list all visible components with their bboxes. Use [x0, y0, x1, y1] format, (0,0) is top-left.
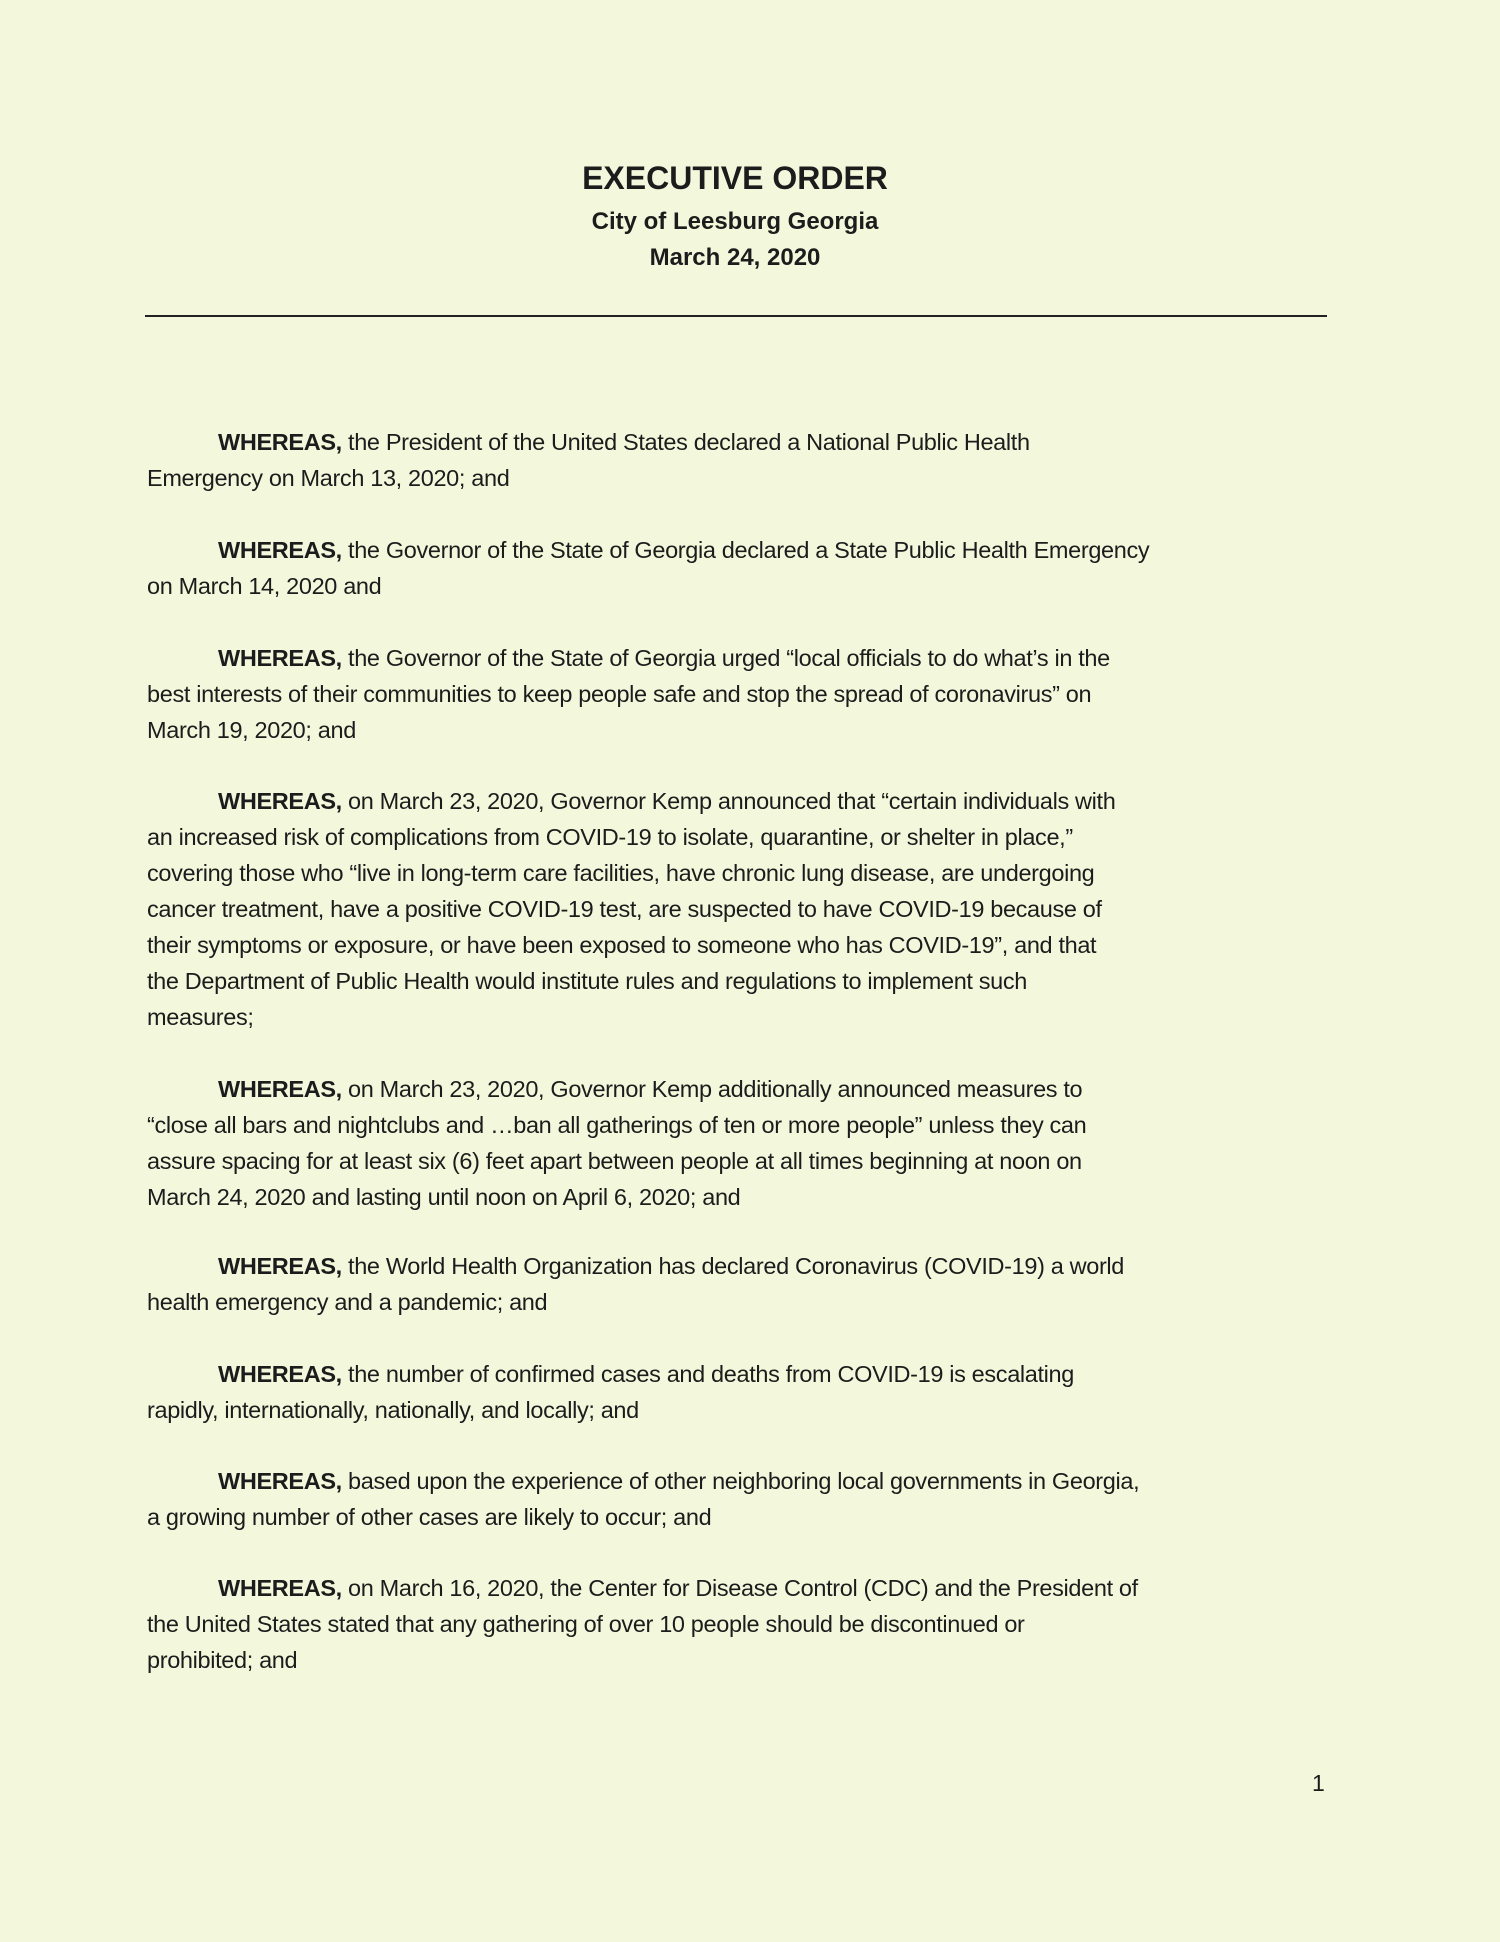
paragraph-line — [147, 532, 1347, 568]
paragraph-line — [147, 712, 1347, 748]
whereas-paragraph — [147, 424, 1347, 496]
whereas-paragraph — [147, 1463, 1347, 1535]
paragraph-line — [147, 1356, 1347, 1392]
line-text: the Governor of the State of Georgia declared a State Public Health Emergency — [341, 537, 1150, 563]
line-text: Emergency on March 13, 2020; and — [147, 465, 510, 491]
paragraph-line — [147, 1642, 1347, 1678]
whereas-lead: WHEREAS, — [218, 645, 342, 671]
paragraph-line — [147, 676, 1347, 712]
whereas-lead: WHEREAS, — [218, 788, 342, 814]
paragraph-line — [147, 1499, 1347, 1535]
whereas-paragraph — [147, 532, 1347, 604]
paragraph-line — [147, 999, 1347, 1035]
line-text: a growing number of other cases are likely to occur; and — [147, 1504, 712, 1530]
whereas-paragraph — [147, 1570, 1347, 1678]
document-subtitle-city: City of Leesburg Georgia — [591, 208, 879, 235]
paragraph-line — [147, 1463, 1347, 1499]
line-text: their symptoms or exposure, or have been exposed to someone who has COVID-19”, and that — [147, 932, 1097, 958]
whereas-lead: WHEREAS, — [218, 1361, 342, 1387]
paragraph-line — [147, 855, 1347, 891]
document-date: March 24, 2020 — [649, 244, 821, 271]
line-text: prohibited; and — [147, 1647, 298, 1673]
whereas-lead: WHEREAS, — [218, 429, 342, 455]
paragraph-line — [147, 963, 1347, 999]
line-text: rapidly, internationally, nationally, and locally; and — [147, 1397, 639, 1423]
paragraph-line — [147, 1179, 1347, 1215]
line-text: the President of the United States declared a National Public Health — [341, 429, 1030, 455]
paragraph-line — [147, 1071, 1347, 1107]
line-text: measures; — [147, 1004, 254, 1030]
line-text: an increased risk of complications from COVID-19 to isolate, quarantine, or shelter in place,” — [147, 824, 1073, 850]
line-text: based upon the experience of other neighboring local governments in Georgia, — [341, 1468, 1140, 1494]
line-text: best interests of their communities to keep people safe and stop the spread of coronavirus” on — [147, 681, 1092, 707]
line-text: on March 14, 2020 and — [147, 573, 382, 599]
paragraph-line — [147, 1143, 1347, 1179]
whereas-paragraph — [147, 1248, 1347, 1320]
line-text: “close all bars and nightclubs and …ban all gatherings of ten or more people” unless they can — [147, 1112, 1087, 1138]
whereas-paragraph — [147, 640, 1347, 748]
line-text: the World Health Organization has declared Coronavirus (COVID-19) a world — [341, 1253, 1125, 1279]
paragraph-line — [147, 1248, 1347, 1284]
line-text: March 24, 2020 and lasting until noon on April 6, 2020; and — [147, 1184, 741, 1210]
line-text: assure spacing for at least six (6) feet apart between people at all times beginning at noon on — [147, 1148, 1082, 1174]
line-text: on March 16, 2020, the Center for Disease Control (CDC) and the President of — [341, 1575, 1138, 1601]
line-text: the Governor of the State of Georgia urged “local officials to do what’s in the — [341, 645, 1110, 671]
paragraph-line — [147, 1284, 1347, 1320]
whereas-lead: WHEREAS, — [218, 1253, 342, 1279]
paragraph-line — [147, 1107, 1347, 1143]
paragraph-line — [147, 568, 1347, 604]
paragraph-line — [147, 927, 1347, 963]
whereas-lead: WHEREAS, — [218, 537, 342, 563]
whereas-paragraph — [147, 783, 1347, 1035]
paragraph-line — [147, 424, 1347, 460]
paragraph-line — [147, 640, 1347, 676]
whereas-lead: WHEREAS, — [218, 1575, 342, 1601]
whereas-paragraph — [147, 1356, 1347, 1428]
paragraph-line — [147, 1392, 1347, 1428]
line-text: the United States stated that any gathering of over 10 people should be discontinued or — [147, 1611, 1025, 1637]
line-text: on March 23, 2020, Governor Kemp announced that “certain individuals with — [341, 788, 1116, 814]
paragraph-line — [147, 460, 1347, 496]
paragraph-line — [147, 1570, 1347, 1606]
whereas-lead: WHEREAS, — [218, 1468, 342, 1494]
line-text: the Department of Public Health would institute rules and regulations to implement such — [147, 968, 1028, 994]
line-text: March 19, 2020; and — [147, 717, 356, 743]
paragraph-line — [147, 1606, 1347, 1642]
whereas-lead: WHEREAS, — [218, 1076, 342, 1102]
document-title: EXECUTIVE ORDER — [582, 160, 888, 196]
paragraph-line — [147, 891, 1347, 927]
line-text: health emergency and a pandemic; and — [147, 1289, 548, 1315]
paragraph-line — [147, 819, 1347, 855]
line-text: covering those who “live in long-term care facilities, have chronic lung disease, are undergoing — [147, 860, 1095, 886]
page-number: 1 — [1312, 1770, 1325, 1796]
line-text: cancer treatment, have a positive COVID-19 test, are suspected to have COVID-19 because of — [147, 896, 1102, 922]
header-divider — [145, 315, 1327, 317]
line-text: on March 23, 2020, Governor Kemp additionally announced measures to — [341, 1076, 1083, 1102]
whereas-paragraph — [147, 1071, 1347, 1215]
line-text: the number of confirmed cases and deaths from COVID-19 is escalating — [341, 1361, 1074, 1387]
paragraph-line — [147, 783, 1347, 819]
